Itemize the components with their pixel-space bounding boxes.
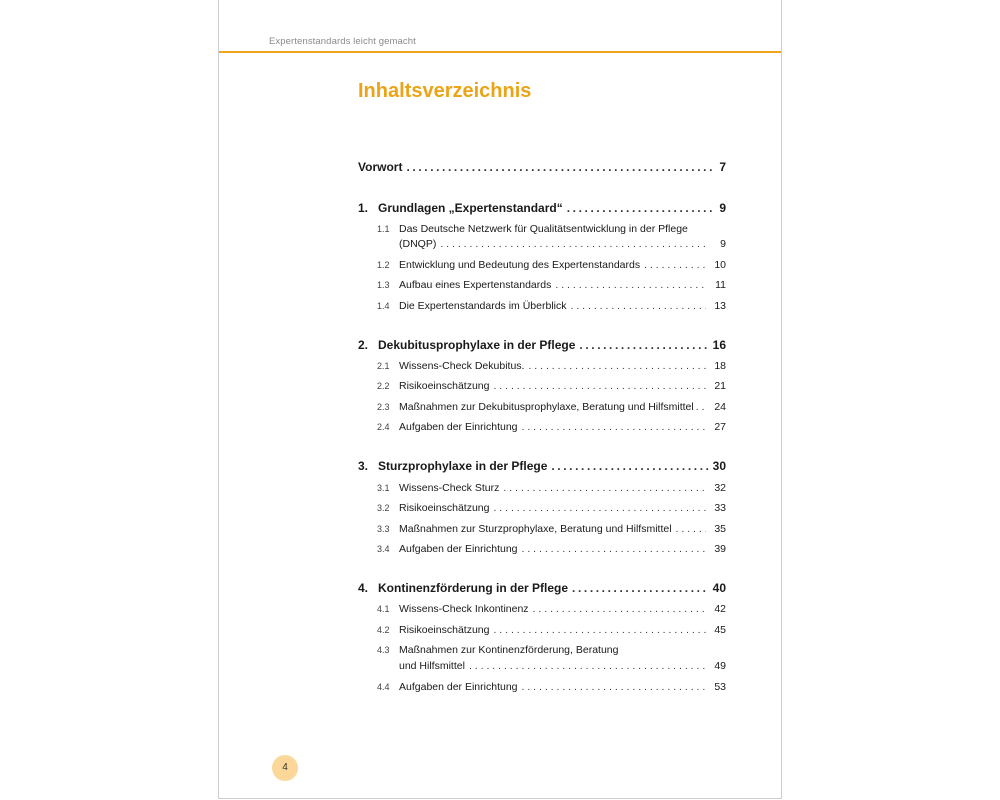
dot-leader <box>493 501 706 515</box>
toc-label: Wissens-Check Inkontinenz <box>399 603 529 615</box>
dot-leader <box>551 459 708 473</box>
toc-page-number: 9 <box>720 238 726 250</box>
chapter-number: 4. <box>358 581 369 595</box>
toc-page-number: 40 <box>712 581 726 595</box>
dot-leader <box>493 379 706 393</box>
chapter-number: 3. <box>358 459 369 473</box>
toc-label: Risikoeinschätzung <box>399 624 490 636</box>
toc-label: (DNQP) <box>399 238 437 250</box>
toc-page-number: 10 <box>714 259 726 271</box>
toc-page-number: 32 <box>714 482 726 494</box>
section-number: 2.3 <box>377 402 390 412</box>
toc-page-number: 42 <box>714 603 726 615</box>
toc-section-2-1[interactable] <box>358 359 726 373</box>
section-number: 3.1 <box>377 483 390 493</box>
toc-label: Wissens-Check Dekubitus. <box>399 360 525 372</box>
section-number: 2.4 <box>377 422 390 432</box>
dot-leader <box>406 160 715 174</box>
toc-section-3-2[interactable] <box>358 501 726 515</box>
header-rule <box>219 51 781 53</box>
toc-page-number: 45 <box>714 624 726 636</box>
toc-section-1-2[interactable] <box>358 258 726 272</box>
dot-leader <box>676 522 706 536</box>
toc-section-4-3[interactable] <box>358 659 726 673</box>
toc-label: Die Expertenstandards im Überblick <box>399 300 567 312</box>
toc-page-number: 11 <box>715 279 726 291</box>
toc-label: Wissens-Check Sturz <box>399 482 500 494</box>
toc-section-3-1[interactable] <box>358 481 726 495</box>
toc-label: Aufbau eines Expertenstandards <box>399 279 552 291</box>
section-number: 1.3 <box>377 280 390 290</box>
dot-leader <box>533 602 706 616</box>
toc-section-2-4[interactable] <box>358 420 726 434</box>
toc-label: Das Deutsche Netzwerk für Qualitätsentwicklung in der Pflege <box>399 223 688 235</box>
page-number-badge: 4 <box>272 755 298 781</box>
toc-section-4-1[interactable] <box>358 602 726 616</box>
dot-leader <box>571 299 707 313</box>
toc-label: und Hilfsmittel <box>399 660 465 672</box>
toc-chapter-4[interactable] <box>358 581 726 595</box>
dot-leader <box>522 420 707 434</box>
toc-page-number: 9 <box>719 201 726 215</box>
section-number: 1.1 <box>377 224 390 234</box>
toc-label: Risikoeinschätzung <box>399 502 490 514</box>
toc-label: Vorwort <box>358 160 403 174</box>
toc-page-number: 53 <box>714 681 726 693</box>
toc-page-number: 24 <box>714 401 726 413</box>
toc-label: Dekubitusprophylaxe in der Pflege <box>378 338 576 352</box>
chapter-number: 2. <box>358 338 369 352</box>
running-header: Expertenstandards leicht gemacht <box>269 36 416 47</box>
toc-page-number: 33 <box>714 502 726 514</box>
toc-label: Grundlagen „Expertenstandard“ <box>378 201 563 215</box>
toc-page-number: 7 <box>719 160 726 174</box>
section-number: 2.1 <box>377 361 390 371</box>
toc-section-3-4[interactable] <box>358 542 726 556</box>
toc-page-number: 16 <box>712 338 726 352</box>
toc-section-2-3[interactable] <box>358 400 726 414</box>
book-page <box>218 0 782 799</box>
section-number: 4.1 <box>377 604 390 614</box>
toc-page-number: 21 <box>714 380 726 392</box>
section-number: 1.2 <box>377 260 390 270</box>
toc-label: Maßnahmen zur Dekubitusprophylaxe, Beratung und Hilfsmittel <box>399 401 694 413</box>
toc-label: Maßnahmen zur Kontinenzförderung, Beratung <box>399 644 619 656</box>
toc-section-4-3-line1[interactable] <box>358 643 618 657</box>
toc-page-number: 30 <box>712 459 726 473</box>
dot-leader <box>528 359 706 373</box>
toc-chapter-3[interactable] <box>358 459 726 473</box>
dot-leader <box>440 237 706 251</box>
page-title: Inhaltsverzeichnis <box>358 80 532 102</box>
section-number: 1.4 <box>377 301 390 311</box>
dot-leader <box>493 623 706 637</box>
toc-page-number: 27 <box>714 421 726 433</box>
toc-section-1-4[interactable] <box>358 299 726 313</box>
toc-page-number: 13 <box>714 300 726 312</box>
toc-section-3-3[interactable] <box>358 522 726 536</box>
dot-leader <box>522 542 707 556</box>
toc-section-1-1-line1[interactable] <box>358 222 688 236</box>
section-number: 3.2 <box>377 503 390 513</box>
toc-label: Aufgaben der Einrichtung <box>399 543 518 555</box>
toc-page-number: 35 <box>714 523 726 535</box>
dot-leader <box>567 201 716 215</box>
toc-page-number: 18 <box>714 360 726 372</box>
dot-leader <box>555 278 706 292</box>
toc-chapter-2[interactable] <box>358 338 726 352</box>
toc-label: Kontinenzförderung in der Pflege <box>378 581 569 595</box>
toc-section-1-1[interactable] <box>358 237 726 251</box>
section-number: 4.4 <box>377 682 390 692</box>
toc-label: Aufgaben der Einrichtung <box>399 681 518 693</box>
toc-page-number: 49 <box>714 660 726 672</box>
toc-page-number: 39 <box>714 543 726 555</box>
toc-label: Aufgaben der Einrichtung <box>399 421 518 433</box>
toc-section-4-4[interactable] <box>358 680 726 694</box>
dot-leader <box>522 680 707 694</box>
dot-leader <box>469 659 706 673</box>
toc-section-4-2[interactable] <box>358 623 726 637</box>
toc-section-2-2[interactable] <box>358 379 726 393</box>
dot-leader <box>572 581 709 595</box>
dot-leader <box>579 338 708 352</box>
section-number: 3.3 <box>377 524 390 534</box>
dot-leader <box>503 481 706 495</box>
chapter-number: 1. <box>358 201 369 215</box>
toc-label: Risikoeinschätzung <box>399 380 490 392</box>
toc-entry-vorwort[interactable] <box>358 160 726 174</box>
toc-chapter-1[interactable] <box>358 201 726 215</box>
dot-leader <box>696 400 708 414</box>
dot-leader <box>644 258 706 272</box>
section-number: 4.3 <box>377 645 390 655</box>
section-number: 2.2 <box>377 381 390 391</box>
toc-section-1-3[interactable] <box>358 278 726 292</box>
section-number: 3.4 <box>377 544 390 554</box>
toc-label: Entwicklung und Bedeutung des Expertenstandards <box>399 259 641 271</box>
toc-label: Maßnahmen zur Sturzprophylaxe, Beratung und Hilfsmittel <box>399 523 672 535</box>
section-number: 4.2 <box>377 625 390 635</box>
toc-label: Sturzprophylaxe in der Pflege <box>378 459 548 473</box>
